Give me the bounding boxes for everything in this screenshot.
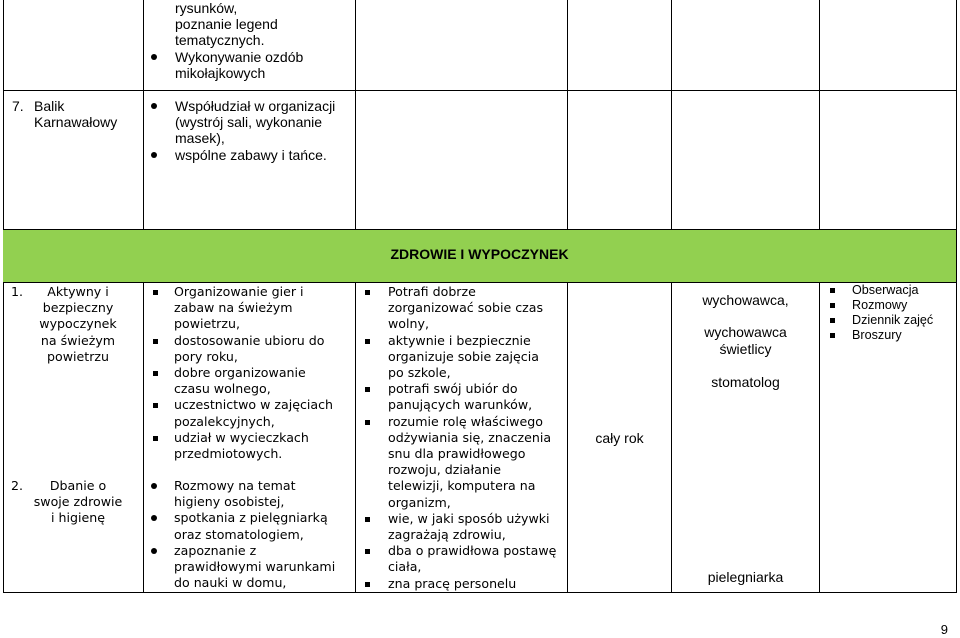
text-line: (wystrój sali, wykonanie	[175, 114, 323, 131]
text-line: Broszury	[852, 328, 902, 342]
list-item	[362, 381, 566, 413]
text-line: zapoznanie z	[174, 542, 257, 558]
bullet-square-icon	[153, 290, 158, 295]
bullet-dot-icon	[151, 515, 157, 521]
text-line: ciała,	[388, 559, 422, 575]
responsible-4: pielegniarka	[707, 569, 784, 585]
text-line: czasu wolnego,	[174, 381, 271, 397]
row1-topic	[22, 284, 134, 365]
text-line: Balik	[34, 98, 65, 114]
banner-bottom-line	[3, 282, 957, 283]
text-line: tematycznych.	[175, 32, 265, 49]
bullet-square-icon	[153, 436, 158, 441]
top-activities-list	[150, 0, 350, 81]
list-item	[150, 0, 350, 49]
text-line: na świeżym	[40, 332, 116, 348]
bullet-square-icon	[365, 387, 370, 392]
col-divider-4	[671, 0, 672, 230]
text-line: rysunków,	[175, 0, 238, 16]
text-line: organizuje sobie zajęcia	[388, 348, 539, 364]
col-divider-2	[355, 0, 356, 230]
row2-number: 2.	[11, 478, 24, 493]
text-line: przedmiotowych.	[174, 446, 283, 462]
list-item	[150, 397, 354, 429]
text-line: pozalekcyjnych,	[174, 413, 275, 429]
bullet-square-icon	[830, 318, 835, 323]
text-line: panujących warunków,	[388, 397, 533, 413]
bullet-square-icon	[830, 303, 835, 308]
text-line: wychowawca	[704, 324, 787, 340]
col-divider-5	[819, 0, 820, 230]
text-line: higieny osobistej,	[174, 494, 285, 510]
text-line: i higienę	[51, 510, 105, 526]
text-line: telewizji, komputera na	[388, 478, 536, 494]
list-item	[826, 328, 954, 343]
text-line: rozwoju, działanie	[388, 462, 502, 478]
list-item	[362, 333, 566, 382]
list-item	[150, 49, 350, 81]
evaluation-list	[826, 283, 954, 343]
time-value: cały rok	[595, 430, 644, 446]
outcomes-list	[362, 284, 566, 592]
list-item	[826, 298, 954, 313]
text-line: Wykonywanie ozdób	[175, 48, 304, 65]
list-item	[362, 576, 566, 592]
text-line: świetlicy	[719, 341, 772, 357]
section-title: ZDROWIE I WYPOCZYNEK	[390, 246, 569, 262]
text-line: bezpieczny	[42, 300, 114, 316]
text-line: Rozmowy	[852, 298, 908, 312]
text-line: zna pracę personelu	[388, 575, 517, 591]
text-line: organizm,	[388, 494, 451, 510]
text-line: Rozmowy na temat	[174, 478, 296, 493]
text-line: Karnawałowy	[34, 114, 118, 131]
text-line: dostosowanie ubioru do	[174, 332, 325, 348]
responsible-2	[672, 324, 819, 358]
bullet-square-icon	[153, 371, 158, 376]
bullet-square-icon	[153, 339, 158, 344]
border-left	[3, 0, 4, 593]
list-item	[150, 543, 354, 592]
bullet-square-icon	[365, 420, 370, 425]
text-line: wie, w jaki sposób używki	[388, 510, 550, 526]
text-line: mikołajkowych	[175, 64, 266, 81]
bullet-dot-icon	[151, 103, 157, 109]
list-item	[362, 511, 566, 543]
border-right	[956, 0, 957, 593]
border-bottom	[3, 592, 957, 593]
row2-activities-list	[150, 478, 354, 591]
text-line: masek),	[175, 130, 225, 147]
list-item	[150, 333, 354, 365]
row-divider-top	[3, 90, 957, 91]
text-line: zabaw na świeżym	[174, 300, 293, 316]
bullet-dot-icon	[151, 152, 157, 158]
list-item	[150, 284, 354, 333]
text-line: Dbanie o	[49, 478, 107, 493]
text-line: wolny,	[388, 316, 429, 332]
text-line: Organizowanie gier i	[174, 284, 304, 299]
bullet-dot-icon	[151, 548, 157, 554]
bullet-square-icon	[830, 333, 835, 338]
row1-activities-list	[150, 284, 354, 462]
bullet-square-icon	[365, 339, 370, 344]
list-item	[150, 365, 354, 397]
list-item	[150, 430, 354, 462]
text-line: dba o prawidłowa postawę	[388, 543, 557, 559]
row7-activities-list	[150, 98, 350, 163]
col-divider-5b	[819, 282, 820, 593]
responsible-1: wychowawca,	[702, 292, 789, 308]
text-line: zagrażają zdrowiu,	[388, 527, 506, 543]
text-line: powietrzu	[47, 348, 109, 364]
text-line: Potrafi dobrze	[388, 284, 476, 299]
list-item	[150, 478, 354, 510]
col-divider-2b	[355, 282, 356, 593]
list-item	[150, 98, 350, 147]
text-line: snu dla prawidłowego	[388, 446, 526, 462]
bullet-square-icon	[365, 582, 370, 587]
col-divider-1	[143, 0, 144, 230]
row1-number: 1.	[11, 284, 24, 299]
text-line: wspólne zabawy i tańce.	[175, 146, 327, 163]
text-line: poznanie legend	[175, 16, 278, 33]
text-line: rozumie rolę właściwego	[388, 413, 543, 429]
list-item	[362, 414, 566, 511]
row7-event	[34, 98, 117, 130]
text-line: swoje zdrowie	[33, 494, 123, 510]
text-line: potrafi swój ubiór do	[388, 381, 518, 397]
bullet-square-icon	[153, 403, 158, 408]
text-line: spotkania z pielęgniarką	[174, 510, 328, 526]
text-line: do nauki w domu,	[174, 575, 287, 591]
bullet-square-icon	[365, 517, 370, 522]
text-line: odżywiania się, znaczenia	[388, 429, 552, 445]
text-line: oraz stomatologiem,	[174, 526, 304, 542]
text-line: pory roku,	[174, 348, 238, 364]
text-line: Współudział w organizacji	[175, 98, 336, 114]
text-line: wypoczynek	[39, 316, 117, 332]
text-line: prawidłowymi warunkami	[174, 559, 336, 575]
col-divider-1b	[143, 282, 144, 593]
list-item	[150, 510, 354, 542]
list-item	[150, 147, 350, 163]
bullet-square-icon	[830, 288, 835, 293]
col-divider-3	[567, 0, 568, 230]
bullet-dot-icon	[151, 483, 157, 489]
text-line: dobre organizowanie	[174, 365, 306, 381]
row7-number: 7.	[12, 98, 24, 114]
list-item	[362, 543, 566, 575]
row2-topic	[22, 478, 134, 527]
text-line: udział w wycieczkach	[174, 429, 309, 445]
page-number: 9	[940, 622, 948, 637]
text-line: po szkole,	[388, 365, 451, 381]
text-line: zorganizować sobie czas	[388, 300, 544, 316]
text-line: aktywnie i bezpiecznie	[388, 332, 531, 348]
list-item	[362, 284, 566, 333]
text-line: Aktywny i	[47, 284, 109, 299]
text-line: Obserwacja	[852, 283, 919, 297]
text-line: Dziennik zajęć	[852, 313, 934, 327]
list-item	[826, 313, 954, 328]
bullet-dot-icon	[151, 54, 157, 60]
responsible-3: stomatolog	[711, 374, 780, 390]
bullet-square-icon	[365, 549, 370, 554]
text-line: uczestnictwo w zajęciach	[174, 397, 334, 413]
text-line: powietrzu,	[174, 316, 240, 332]
list-item	[826, 283, 954, 298]
bullet-square-icon	[365, 290, 370, 295]
